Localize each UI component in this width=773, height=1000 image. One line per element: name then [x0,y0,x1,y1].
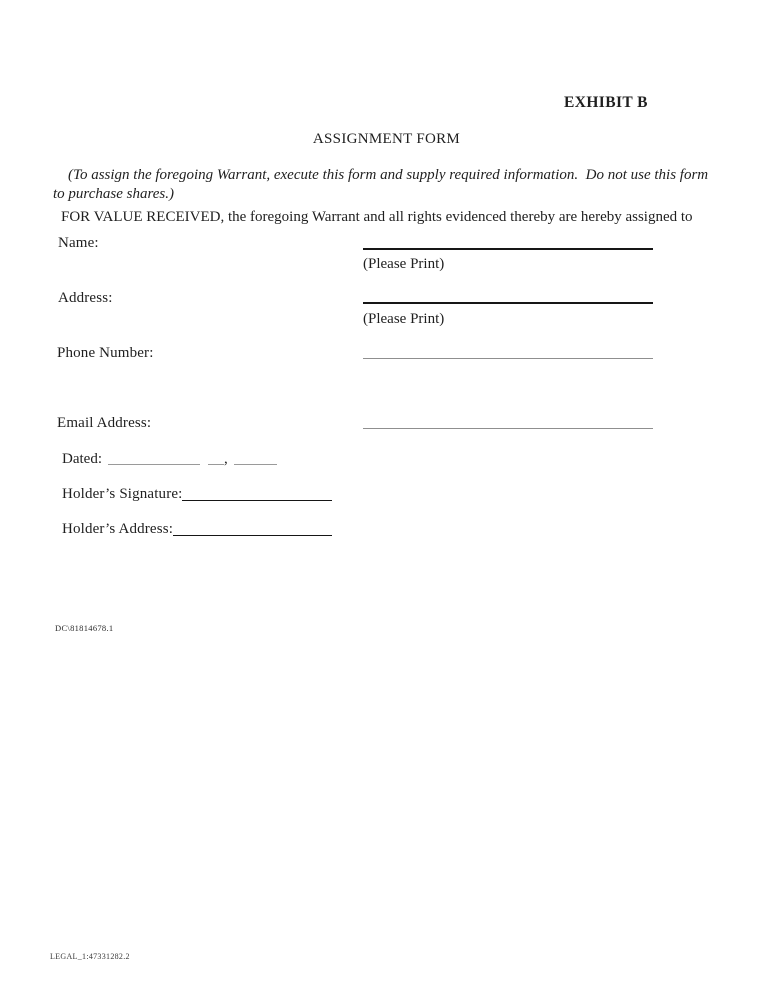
holders-address-row [62,521,332,538]
dated-comma: , [223,451,228,467]
dated-row [62,451,277,468]
email-address-fill-line [363,428,653,429]
dms-document-stamp: DC\81814678.1 [55,623,114,633]
name-print-hint: (Please Print) [363,256,445,272]
address-label: Address: [58,290,113,306]
exhibit-label: EXHIBIT B [564,94,648,111]
holders-signature-line [182,486,332,501]
holders-address-line [173,521,332,536]
legal-footer-stamp: LEGAL_1:47331282.2 [50,952,130,961]
instructions-note: (To assign the foregoing Warrant, execute this form and supply required information. Do not use this form to purchase shares.) [53,167,712,202]
phone-number-fill-line [363,358,653,359]
name-fill-line [363,248,653,250]
email-address-label: Email Address: [57,415,152,431]
holders-signature-label: Holder’s Signature: [62,486,183,502]
assignment-form-title: ASSIGNMENT FORM [312,131,461,147]
dated-day-line [208,453,224,465]
assignment-clause: FOR VALUE RECEIVED, the foregoing Warrant and all rights evidenced thereby are hereby assigned to [61,209,693,225]
dated-label: Dated: [62,451,102,467]
dated-year-line [234,453,277,465]
holders-address-label: Holder’s Address: [62,521,174,537]
address-print-hint: (Please Print) [363,311,445,327]
address-fill-line [363,302,653,304]
dated-month-line [108,453,200,465]
name-label: Name: [58,235,99,251]
phone-number-label: Phone Number: [57,345,154,361]
holders-signature-row [62,486,332,503]
